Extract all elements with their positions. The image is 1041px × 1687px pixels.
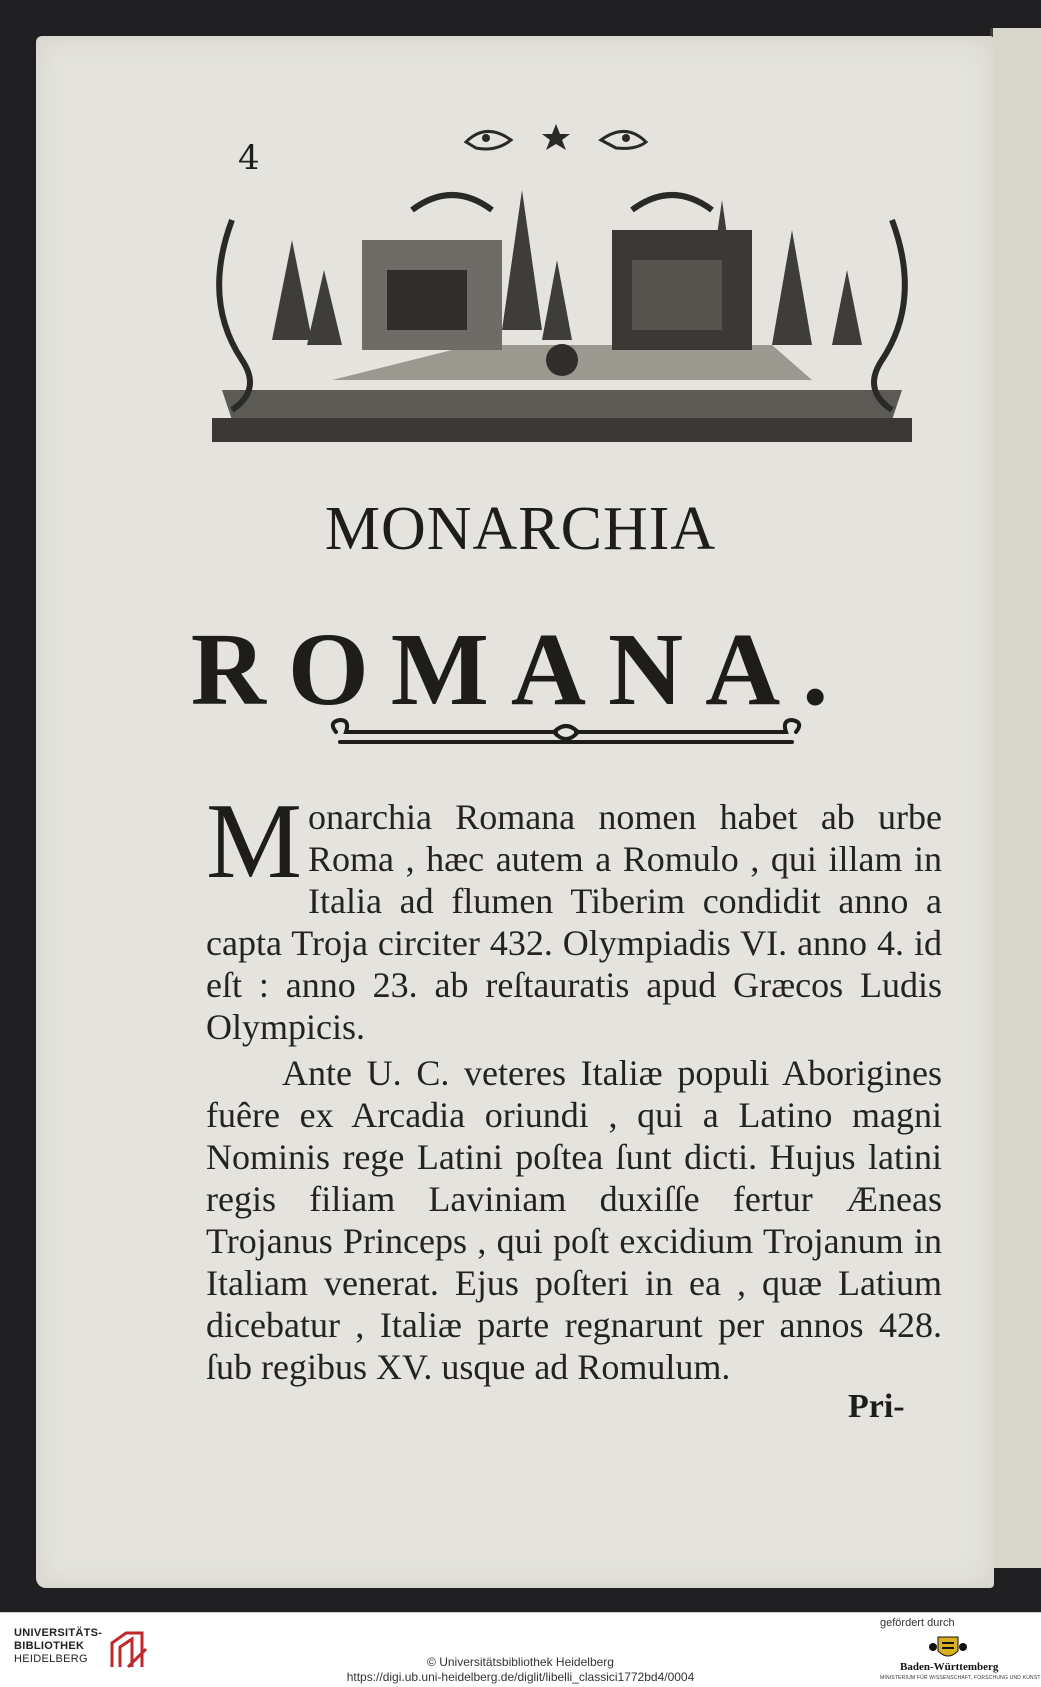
- engraved-vignette: [212, 180, 912, 455]
- library-line-1: UNIVERSITÄTS-: [14, 1627, 103, 1639]
- catchword: Pri-: [848, 1388, 905, 1425]
- permalink-url[interactable]: https://digi.ub.uni-heidelberg.de/diglit/libelli_classici1772bd4/0004: [346, 1670, 695, 1684]
- drop-cap: M: [206, 782, 303, 901]
- library-line-3: HEIDELBERG: [14, 1653, 88, 1665]
- paragraph-1-text: onarchia Romana nomen habet ab urbe Roma , hæc autem a Romulo , qui illam in Italia ad flumen Tiberim condidit anno a capta Troja circiter 432. Olympiadis VI. anno 4. id eſt : anno 23. ab reſtauratis apud Græcos Ludis Olympicis.: [206, 797, 942, 1047]
- paragraph-2: Ante U. C. veteres Italiæ populi Aborigines fuêre ex Arcadia oriundi , qui a Latino magni Nominis rege Latini poſtea ſunt dicti. Hujus latini regis filiam Laviniam duxiſſe fertur Æneas Trojanus Princeps , qui poſt excidium Trojanum in Italiam venerat. Ejus poſteri in ea , quæ Latium dicebatur , Italiæ parte regnarunt per annos 428. ſub regibus XV. usque ad Romulum.: [206, 1053, 942, 1387]
- decorative-rule: [326, 712, 806, 756]
- funding-info: [880, 1617, 1041, 1683]
- footer: [0, 1612, 1041, 1687]
- body-text: [206, 782, 942, 1388]
- baden-wuerttemberg-crest-icon: [928, 1635, 968, 1661]
- adjacent-page-edge: [990, 28, 1041, 1568]
- page-number: 4: [238, 138, 260, 178]
- library-line-2: BIBLIOTHEK: [14, 1640, 85, 1652]
- title-romana: ROMANA.: [190, 612, 851, 727]
- headpiece-flourish: [456, 112, 656, 162]
- title-monarchia: MONARCHIA: [324, 495, 717, 563]
- paragraph-1: [206, 782, 942, 1048]
- copyright-notice: © Universitätsbibliothek Heidelberg: [427, 1655, 614, 1669]
- funder-ministry: MINISTERIUM FÜR WISSENSCHAFT, FORSCHUNG UND KUNST: [880, 1675, 1041, 1681]
- funder-name: Baden-Württemberg: [900, 1661, 999, 1673]
- funded-by-label: gefördert durch: [880, 1617, 955, 1629]
